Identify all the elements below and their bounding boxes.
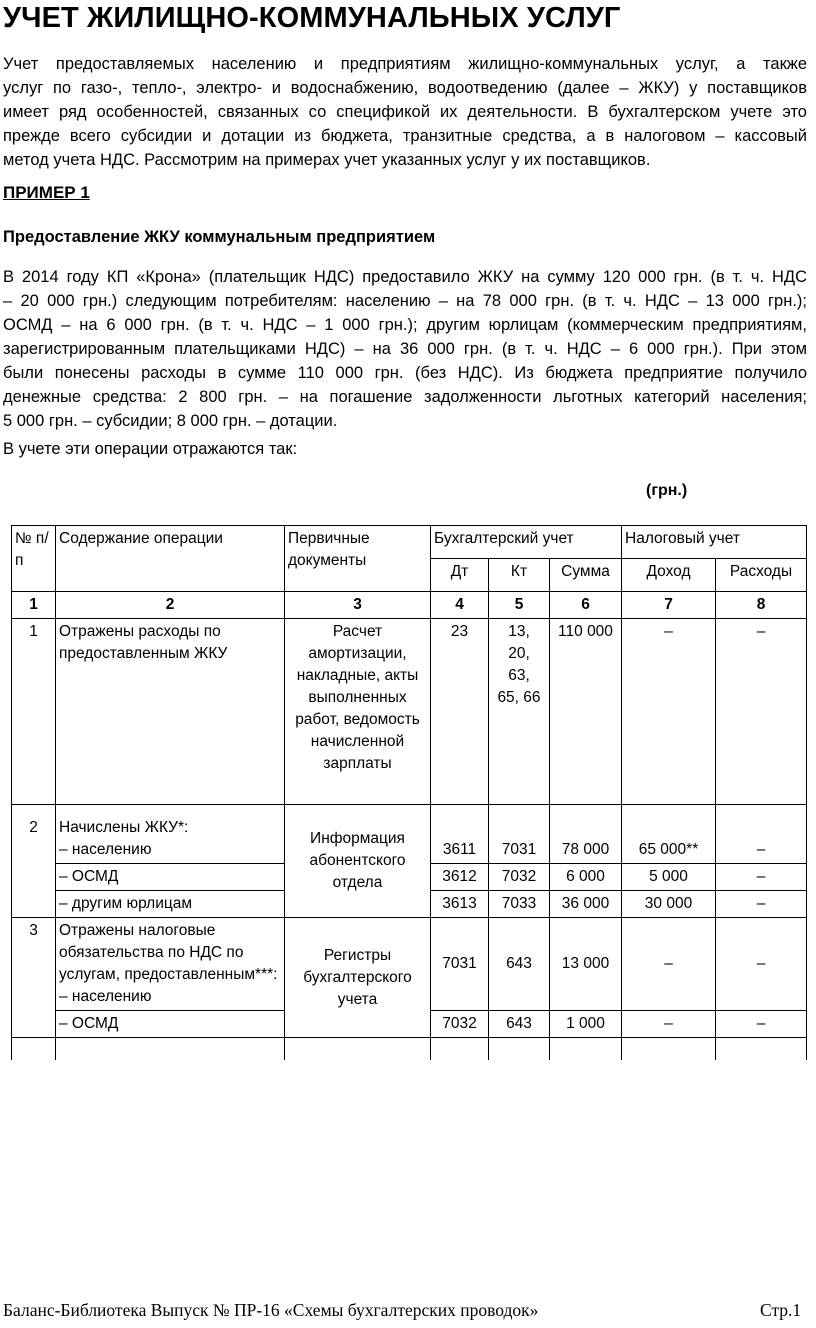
row-income: –	[622, 918, 716, 1011]
row-kt: 7031	[489, 805, 550, 864]
row-item-label: – населению	[59, 841, 152, 858]
intro-line: имеет ряд особенностей, связанных со спецификой их деятельности. В бухгалтерском учете это	[3, 103, 807, 121]
row-income: 5 000	[622, 864, 716, 891]
header-tax: Налоговый учет	[622, 526, 807, 559]
row-num: 1	[12, 619, 56, 805]
intro-line: прежде всего субсидии и дотации из бюджета, транзитные средства, а в налоговом – кассовый	[3, 127, 807, 145]
row-item-label: – ОСМД	[56, 864, 285, 891]
header-kt: Кт	[489, 559, 550, 592]
row-kt: 643	[489, 918, 550, 1011]
row-docs: Информация абонентского отдела	[285, 805, 431, 918]
row-kt	[489, 619, 550, 805]
col-number: 6	[550, 592, 622, 619]
example-line: денежные средства: 2 800 грн. – на погашение задолженности льготных категорий населения;	[3, 388, 807, 406]
table-row	[12, 805, 807, 864]
intro-paragraph	[3, 52, 807, 172]
table-row	[12, 619, 807, 805]
column-number-row	[12, 592, 807, 619]
footer-publication: Баланс-Библиотека Выпуск № ПР-16 «Схемы бухгалтерских проводок»	[3, 1300, 539, 1320]
row-num: 3	[12, 918, 56, 1038]
row-title: Отражены налоговые обязательства по НДС по услугам, предоставленным***:	[59, 922, 278, 983]
footer-page-number: Стр.1	[760, 1300, 802, 1320]
example-line: 5 000 грн. – субсидии; 8 000 грн. – дотации.	[3, 412, 338, 430]
row-income: –	[622, 619, 716, 805]
example-line: зарегистрированным плательщиками НДС) – на 36 000 грн. (в т. ч. НДС – 6 000 грн.). При этом	[3, 340, 807, 358]
intro-line: услуг по газо-, тепло-, электро- и водоснабжению, водоотведению (далее – ЖКУ) у поставщиков	[3, 79, 807, 97]
row-dt: 7032	[431, 1011, 489, 1038]
row-kt: 643	[489, 1011, 550, 1038]
col-number: 7	[622, 592, 716, 619]
row-expenses: –	[716, 864, 807, 891]
table-row	[12, 918, 807, 1011]
example-paragraph	[3, 265, 807, 433]
row-income: 30 000	[622, 891, 716, 918]
example-line: – 20 000 грн.) следующим потребителям: населению – на 78 000 грн. (в т. ч. НДС – 13 000 грн.);	[3, 292, 807, 310]
header-dt: Дт	[431, 559, 489, 592]
row-kt: 7033	[489, 891, 550, 918]
intro-line: Учет предоставляемых населению и предприятиям жилищно-коммунальных услуг, а также	[3, 55, 807, 73]
row-num: 2	[12, 805, 56, 918]
row-dt: 7031	[431, 918, 489, 1011]
example-line: ОСМД – на 6 000 грн. (в т. ч. НДС – 1 000 грн.); другим юрлицам (коммерческим предприятиям,	[3, 316, 807, 334]
kt-line: 63,	[508, 667, 530, 684]
col-number: 1	[12, 592, 56, 619]
header-sum: Сумма	[550, 559, 622, 592]
row-sum: 110 000	[550, 619, 622, 805]
row-sum: 13 000	[550, 918, 622, 1011]
row-item-label: – ОСМД	[56, 1011, 285, 1038]
row-title: Начислены ЖКУ*:	[59, 819, 189, 836]
unit-label: (грн.)	[646, 482, 688, 499]
header-num: № п/п	[12, 526, 56, 592]
row-docs: Регистры бухгалтерского учета	[285, 918, 431, 1038]
row-expenses: –	[716, 1011, 807, 1038]
kt-line: 65, 66	[497, 689, 541, 706]
accounting-intro: В учете эти операции отражаются так:	[3, 440, 298, 458]
row-content: Отражены расходы по предоставленным ЖКУ	[56, 619, 285, 805]
header-expenses: Расходы	[716, 559, 807, 592]
row-expenses: –	[716, 891, 807, 918]
row-dt: 3611	[431, 805, 489, 864]
table-row-continuation	[12, 1038, 807, 1061]
example-subheading: Предоставление ЖКУ коммунальным предприятием	[3, 228, 436, 246]
row-dt: 23	[431, 619, 489, 805]
example-line: В 2014 году КП «Крона» (плательщик НДС) предоставило ЖКУ на сумму 120 000 грн. (в т. ч. НДС	[3, 268, 807, 286]
row-docs: Расчет амортизации, накладные, акты выполненных работ, ведомость начисленной зарплаты	[285, 619, 431, 805]
row-content	[56, 805, 285, 864]
row-item-label: – другим юрлицам	[56, 891, 285, 918]
row-expenses: –	[716, 918, 807, 1011]
header-docs: Первичные документы	[285, 526, 431, 592]
row-sum: 6 000	[550, 864, 622, 891]
kt-line: 13,	[508, 623, 530, 640]
example-line: были понесены расходы в сумме 110 000 грн. (без НДС). Из бюджета предприятие получило	[3, 364, 807, 382]
operations-table	[11, 525, 807, 1060]
row-sum: 36 000	[550, 891, 622, 918]
row-income: –	[622, 1011, 716, 1038]
example-heading: ПРИМЕР 1	[3, 183, 90, 202]
col-number: 4	[431, 592, 489, 619]
row-dt: 3613	[431, 891, 489, 918]
row-sum: 78 000	[550, 805, 622, 864]
row-income: 65 000**	[622, 805, 716, 864]
table-header-row	[12, 526, 807, 559]
row-expenses: –	[716, 619, 807, 805]
col-number: 3	[285, 592, 431, 619]
row-dt: 3612	[431, 864, 489, 891]
intro-line: метод учета НДС. Рассмотрим на примерах учет указанных услуг у их поставщиков.	[3, 151, 651, 169]
row-content	[56, 918, 285, 1011]
header-income: Доход	[622, 559, 716, 592]
col-number: 2	[56, 592, 285, 619]
header-accounting: Бухгалтерский учет	[431, 526, 622, 559]
row-sum: 1 000	[550, 1011, 622, 1038]
header-content: Содержание операции	[56, 526, 285, 592]
row-item-label: – населению	[59, 988, 152, 1005]
col-number: 8	[716, 592, 807, 619]
row-expenses: –	[716, 805, 807, 864]
kt-line: 20,	[508, 645, 530, 662]
col-number: 5	[489, 592, 550, 619]
row-kt: 7032	[489, 864, 550, 891]
page-title: УЧЕТ ЖИЛИЩНО-КОММУНАЛЬНЫХ УСЛУГ	[3, 2, 621, 34]
